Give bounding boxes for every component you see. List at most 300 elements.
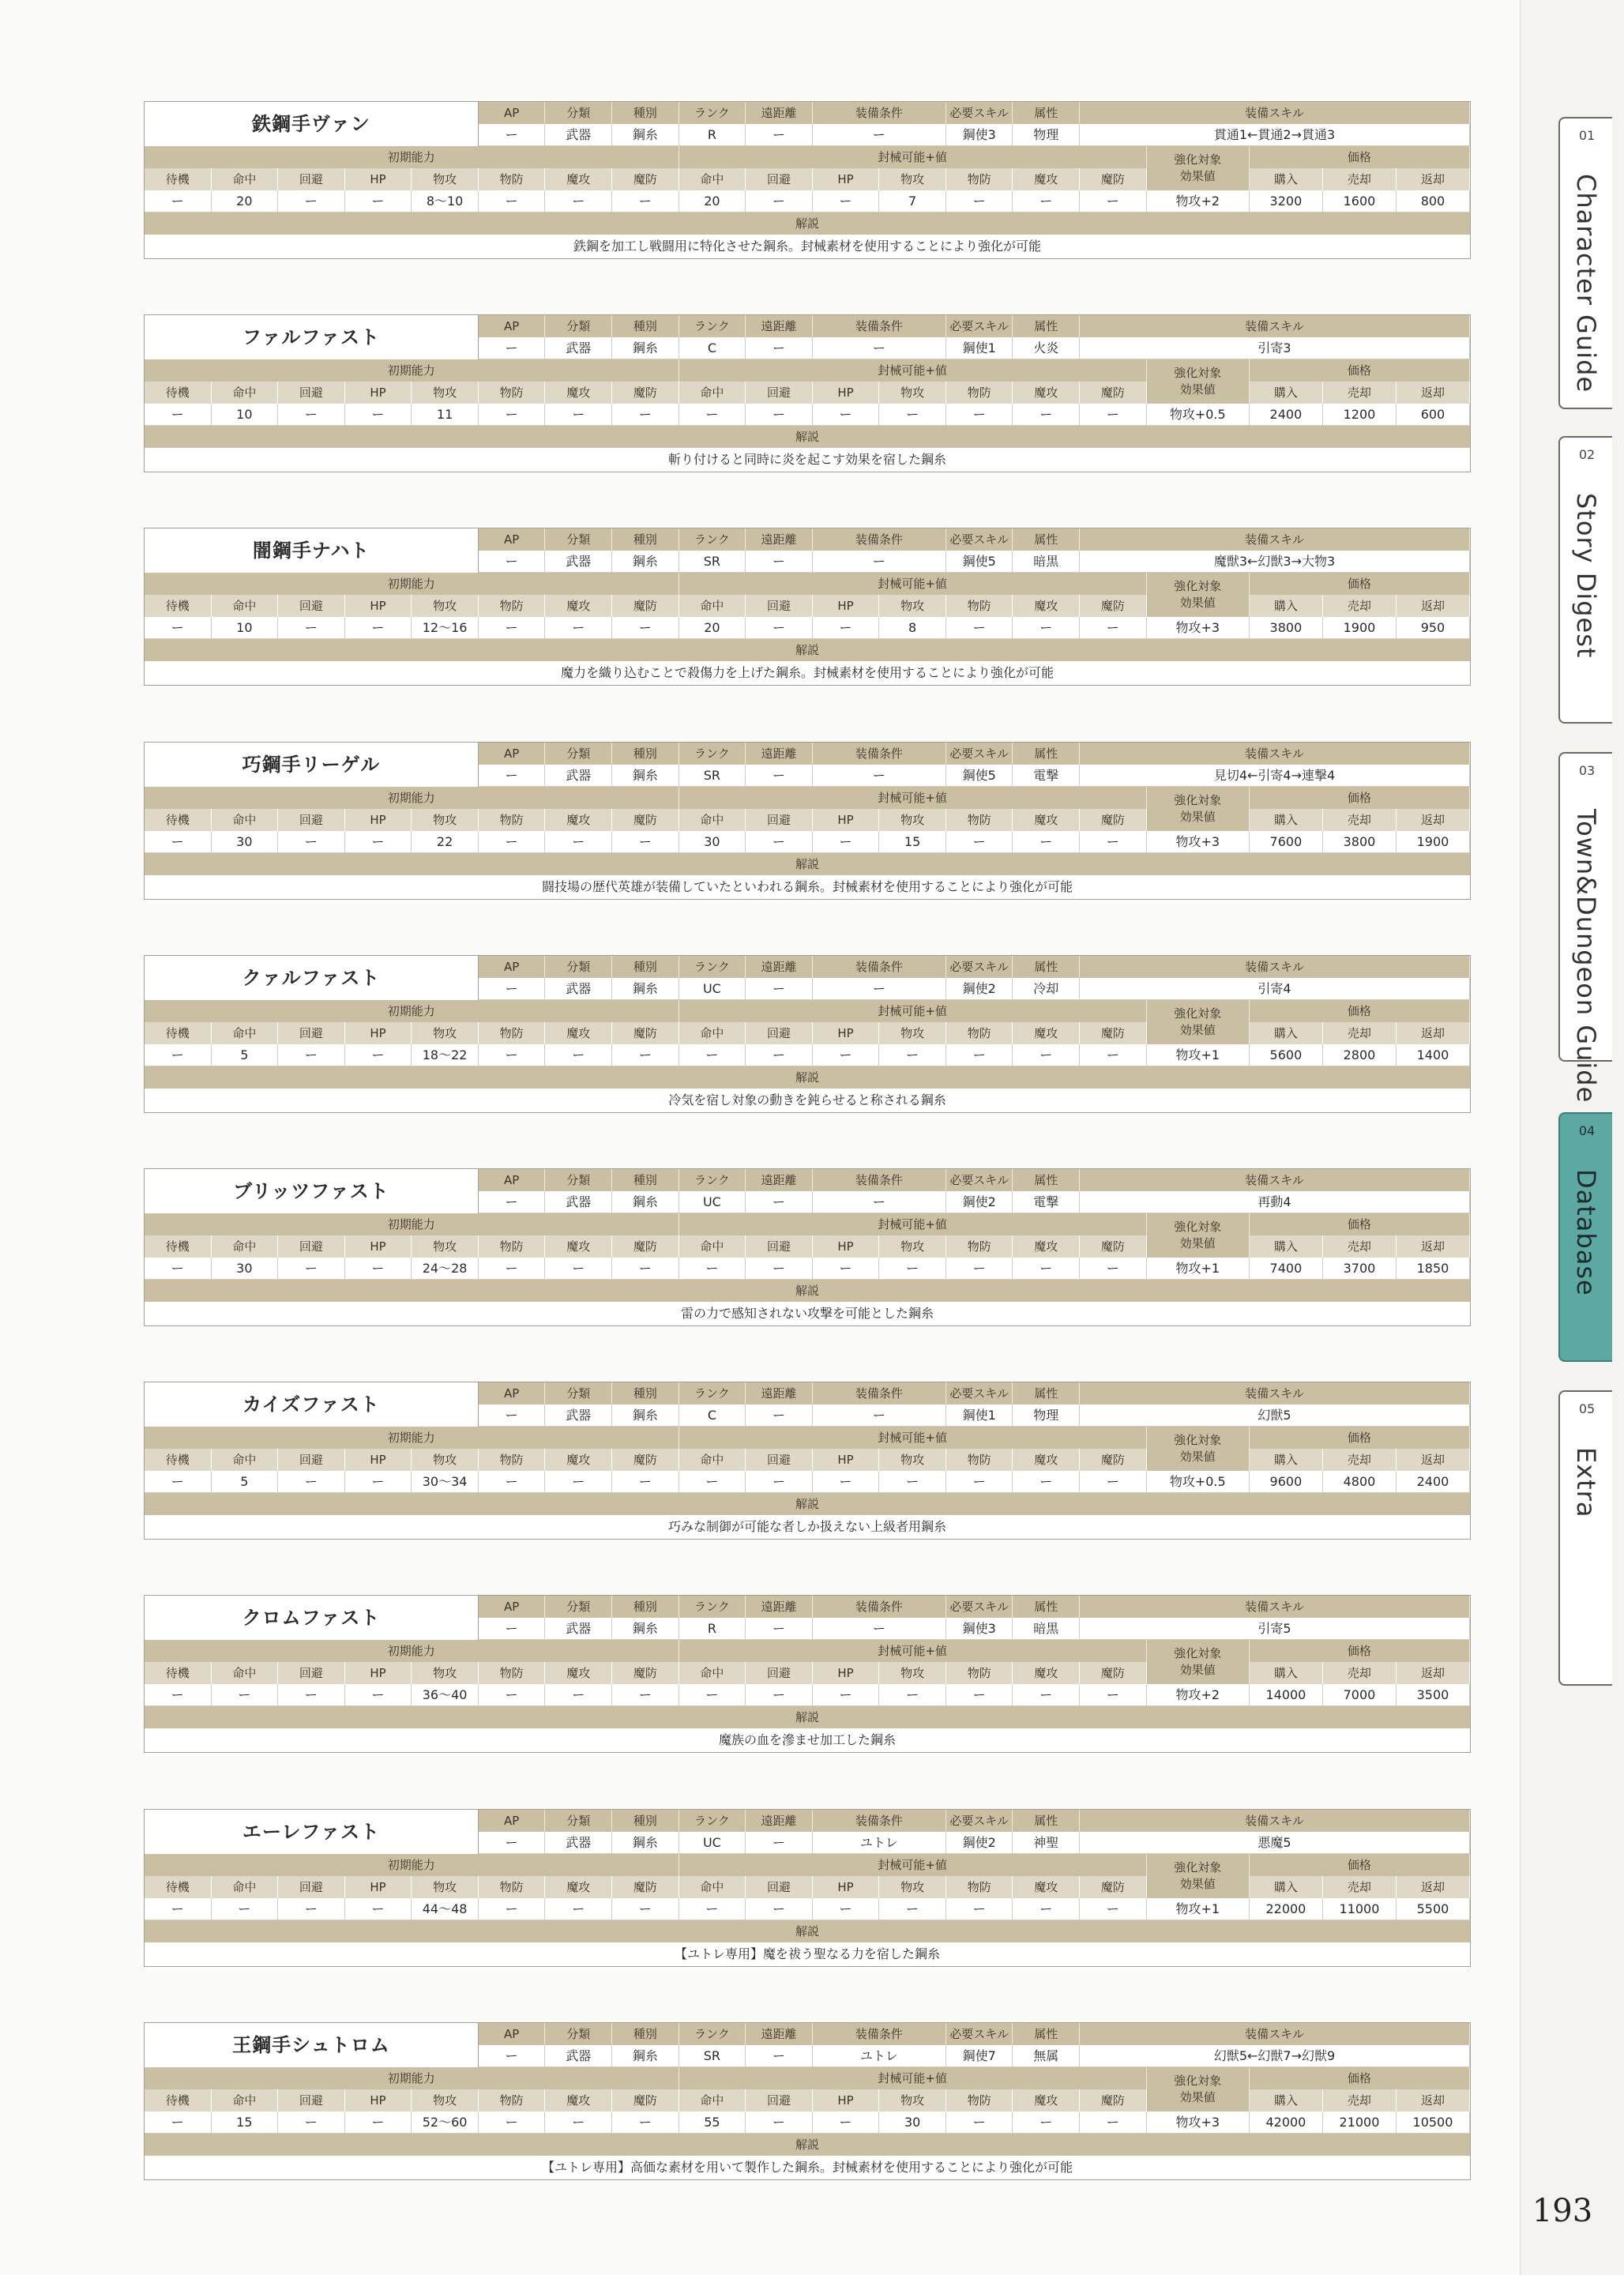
weapon-name: 闇鋼手ナハト [145,528,479,573]
stat-header: 回避 [746,1022,813,1044]
description-label: 解説 [145,1493,1470,1515]
stat-header: 魔防 [612,168,679,190]
stat-header: HP [345,1662,412,1684]
stat-header: 物防 [479,1022,546,1044]
stat-value: 11 [412,404,479,426]
attribute-value: 鋼使3 [946,124,1013,146]
attribute-value: 悪魔5 [1080,1832,1470,1854]
attribute-value: 鋼糸 [612,1618,679,1640]
stat-header: 物攻 [412,1022,479,1044]
tab-database[interactable] [1558,1112,1612,1362]
attribute-value: 武器 [545,2045,612,2067]
header-cell: AP [479,1169,546,1191]
weapon-name: エーレファスト [145,1810,479,1854]
stat-value: ー [479,190,546,212]
stat-value: 8 [879,617,946,639]
description-text: 【ユトレ専用】魔を祓う聖なる力を宿した鋼糸 [145,1942,1470,1966]
description-label: 解説 [145,1066,1470,1089]
stat-header: HP [813,1022,880,1044]
enhance-label-line: 強化対象 [1174,1219,1222,1234]
stat-value: ー [813,2111,880,2134]
enhance-value: 物攻+0.5 [1147,1471,1250,1493]
header-cell: 分類 [545,1169,612,1191]
price-header: 返却 [1397,2089,1470,2111]
stat-value: ー [278,1471,345,1493]
stat-value: ー [1080,1044,1147,1066]
price-value: 42000 [1250,2111,1323,2134]
stat-value: 30 [879,2111,946,2134]
stat-header: 物攻 [412,2089,479,2111]
header-cell: 装備スキル [1080,1382,1470,1404]
stat-header: 回避 [746,595,813,617]
stat-value: 5 [212,1471,279,1493]
stat-value: ー [813,1258,880,1280]
header-cell: 分類 [545,1382,612,1404]
price-label: 価格 [1250,2067,1470,2089]
seal-stats-label: 封械可能+値 [679,1854,1147,1876]
weapon-entry [144,1809,1471,1967]
tab-town-dungeon-guide[interactable] [1558,752,1612,1104]
enhance-label-line: 効果値 [1179,596,1216,611]
price-value: 1200 [1323,404,1397,426]
attribute-value: 引寄3 [1080,337,1470,359]
initial-stats-label: 初期能力 [145,1854,679,1876]
attribute-value: 鋼使7 [946,2045,1013,2067]
header-cell: 必要スキル [946,102,1013,124]
stat-value: ー [145,831,212,853]
price-header: 売却 [1323,168,1397,190]
description-text: 闘技場の歴代英雄が装備していたといわれる鋼糸。封械素材を使用することにより強化が可能 [145,875,1470,899]
stat-value: ー [746,2111,813,2134]
header-cell: 必要スキル [946,1596,1013,1618]
stat-value: ー [545,190,612,212]
header-cell: ランク [679,1169,746,1191]
stat-value: 20 [679,617,746,639]
attribute-value: 武器 [545,1618,612,1640]
stat-value: ー [746,1471,813,1493]
enhance-label-line: 強化対象 [1174,1433,1222,1448]
price-header: 返却 [1397,1662,1470,1684]
attribute-value: 武器 [545,124,612,146]
attribute-value: 武器 [545,1832,612,1854]
stat-value: ー [612,404,679,426]
stat-header: 物防 [946,1662,1013,1684]
attribute-value: ー [479,2045,546,2067]
stat-header: 魔攻 [545,1235,612,1258]
stat-header: 物攻 [412,382,479,404]
stat-header: 命中 [679,1235,746,1258]
stat-header: 物防 [479,382,546,404]
price-value: 950 [1397,617,1470,639]
stat-header: 命中 [212,1662,279,1684]
header-cell: 装備条件 [813,1810,946,1832]
stat-value: ー [145,1044,212,1066]
price-header: 購入 [1250,168,1323,190]
initial-stats-label: 初期能力 [145,1213,679,1235]
attribute-value: ー [479,337,546,359]
enhance-value: 物攻+2 [1147,190,1250,212]
initial-stats-label: 初期能力 [145,1427,679,1449]
stat-header: HP [345,1876,412,1898]
attribute-value: 鋼使2 [946,1832,1013,1854]
stat-header: 命中 [212,1022,279,1044]
stat-value: 30 [679,831,746,853]
price-header: 売却 [1323,2089,1397,2111]
header-cell: 必要スキル [946,2023,1013,2045]
weapon-table [145,2023,1470,2134]
stat-header: HP [345,1022,412,1044]
stat-value: ー [1080,831,1147,853]
header-cell: ランク [679,2023,746,2045]
stat-header: 物防 [479,1235,546,1258]
header-cell: 種別 [612,1596,679,1618]
stat-value: ー [479,1044,546,1066]
stat-value: ー [1080,2111,1147,2134]
stat-header: 魔攻 [545,382,612,404]
stat-value: ー [1013,1471,1080,1493]
price-value: 5500 [1397,1898,1470,1920]
attribute-value: 幻獣5←幻獣7→幻獣9 [1080,2045,1470,2067]
header-cell: 分類 [545,315,612,337]
header-cell: 遠距離 [746,528,813,551]
tab-number: 04 [1578,1123,1596,1138]
stat-header: 魔攻 [1013,1662,1080,1684]
stat-value: ー [479,2111,546,2134]
price-header: 購入 [1250,809,1323,831]
stat-header: 魔防 [1080,1022,1147,1044]
price-header: 購入 [1250,1022,1323,1044]
header-cell: 属性 [1013,1382,1080,1404]
stat-value: ー [278,1044,345,1066]
stat-header: 魔攻 [545,2089,612,2111]
stat-value: ー [479,404,546,426]
stat-value: ー [946,190,1013,212]
weapon-table [145,1382,1470,1493]
stat-value: ー [1080,1471,1147,1493]
enhance-value: 物攻+1 [1147,1044,1250,1066]
price-header: 返却 [1397,1022,1470,1044]
header-cell: 遠距離 [746,1382,813,1404]
stat-value: ー [1080,1898,1147,1920]
stat-header: 魔攻 [1013,168,1080,190]
price-header: 返却 [1397,382,1470,404]
enhance-label-line: 強化対象 [1174,152,1222,167]
price-value: 2800 [1323,1044,1397,1066]
stat-header: 魔攻 [545,168,612,190]
stat-header: HP [813,2089,880,2111]
weapon-table [145,1810,1470,1920]
stat-value: ー [679,1898,746,1920]
price-value: 3700 [1323,1258,1397,1280]
stat-value: 15 [879,831,946,853]
stat-header: 魔防 [1080,168,1147,190]
stat-header: 魔防 [612,1876,679,1898]
stat-value: 36～40 [412,1684,479,1706]
attribute-value: 鋼使1 [946,1404,1013,1427]
tab-number: 03 [1578,763,1596,778]
stat-value: ー [345,617,412,639]
header-cell: 種別 [612,315,679,337]
attribute-value: 鋼糸 [612,551,679,573]
header-cell: 分類 [545,956,612,978]
weapon-entry-list [144,101,1471,2236]
attribute-value: 再動4 [1080,1191,1470,1213]
stat-header: 命中 [679,1876,746,1898]
price-value: 11000 [1323,1898,1397,1920]
enhance-label-line: 強化対象 [1174,579,1222,594]
enhance-label-line: 効果値 [1179,2089,1216,2104]
header-cell: 遠距離 [746,2023,813,2045]
tab-number: 01 [1578,128,1596,143]
enhance-label [1147,146,1250,190]
stat-value: ー [345,1898,412,1920]
price-header: 購入 [1250,1662,1323,1684]
stat-header: 待機 [145,1235,212,1258]
stat-value: 15 [212,2111,279,2134]
stat-header: 物攻 [879,382,946,404]
price-label: 価格 [1250,1640,1470,1662]
stat-header: 命中 [212,809,279,831]
weapon-table [145,1169,1470,1280]
stat-value: ー [679,1684,746,1706]
stat-value: 52～60 [412,2111,479,2134]
enhance-value: 物攻+3 [1147,831,1250,853]
stat-header: HP [813,809,880,831]
stat-header: 魔攻 [1013,809,1080,831]
price-header: 返却 [1397,1235,1470,1258]
attribute-value: 幻獣5 [1080,1404,1470,1427]
stat-header: HP [345,809,412,831]
weapon-entry [144,2022,1471,2180]
stat-header: HP [813,1449,880,1471]
attribute-value: ー [479,1404,546,1427]
stat-header: 魔攻 [1013,595,1080,617]
weapon-table [145,315,1470,426]
stat-header: 物防 [946,1022,1013,1044]
header-cell: 装備条件 [813,315,946,337]
stat-header: 回避 [746,1235,813,1258]
header-cell: 装備条件 [813,102,946,124]
attribute-value: 武器 [545,978,612,1000]
stat-value: ー [813,1684,880,1706]
header-cell: AP [479,102,546,124]
initial-stats-label: 初期能力 [145,359,679,382]
attribute-value: 電撃 [1013,765,1080,787]
enhance-label-line: 効果値 [1179,1235,1216,1250]
stat-value: ー [879,1471,946,1493]
price-header: 売却 [1323,382,1397,404]
attribute-value: 貫通1←貫通2→貫通3 [1080,124,1470,146]
stat-value: ー [1013,1258,1080,1280]
header-cell: 必要スキル [946,1169,1013,1191]
enhance-label [1147,787,1250,831]
attribute-value: SR [679,2045,746,2067]
stat-header: 物攻 [879,1022,946,1044]
stat-header: 魔攻 [545,1449,612,1471]
header-cell: 装備条件 [813,1382,946,1404]
price-header: 売却 [1323,1449,1397,1471]
attribute-value: SR [679,551,746,573]
stat-header: 魔攻 [545,595,612,617]
stat-header: 物攻 [879,809,946,831]
stat-value: ー [212,1684,279,1706]
stat-value: ー [345,1684,412,1706]
stat-value: ー [1080,404,1147,426]
tab-number: 05 [1578,1401,1596,1416]
attribute-value: ー [746,1618,813,1640]
stat-header: 魔攻 [1013,1876,1080,1898]
stat-header: 回避 [278,1662,345,1684]
header-cell: ランク [679,743,746,765]
stat-value: ー [345,1258,412,1280]
stat-header: HP [345,2089,412,2111]
header-cell: 属性 [1013,2023,1080,2045]
stat-value: ー [612,831,679,853]
stat-value: 20 [212,190,279,212]
header-cell: 分類 [545,743,612,765]
stat-value: ー [813,1044,880,1066]
attribute-value: ー [813,124,946,146]
stat-header: 命中 [212,382,279,404]
stat-header: HP [345,1449,412,1471]
stat-value: 44～48 [412,1898,479,1920]
stat-header: 魔防 [612,1449,679,1471]
stat-value: ー [145,404,212,426]
stat-header: 物攻 [879,1449,946,1471]
header-cell: 遠距離 [746,1169,813,1191]
stat-value: ー [612,190,679,212]
initial-stats-label: 初期能力 [145,1640,679,1662]
stat-header: 魔攻 [545,1876,612,1898]
description-text: 魔力を織り込むことで殺傷力を上げた鋼糸。封械素材を使用することにより強化が可能 [145,661,1470,685]
stat-header: 魔攻 [1013,1022,1080,1044]
attribute-value: R [679,1618,746,1640]
price-value: 22000 [1250,1898,1323,1920]
stat-value: ー [1080,617,1147,639]
header-cell: 装備条件 [813,1169,946,1191]
price-header: 返却 [1397,809,1470,831]
stat-value: ー [1013,1044,1080,1066]
stat-header: 回避 [278,1235,345,1258]
stat-value: 7 [879,190,946,212]
stat-value: ー [813,1898,880,1920]
stat-header: 待機 [145,382,212,404]
tab-number: 02 [1578,447,1596,462]
stat-value: ー [278,1258,345,1280]
attribute-value: 鋼糸 [612,1832,679,1854]
tab-label: Database [1571,1169,1601,1296]
stat-value: ー [612,1258,679,1280]
stat-header: 魔防 [1080,1876,1147,1898]
header-cell: 装備条件 [813,956,946,978]
attribute-value: ー [479,1618,546,1640]
stat-value: ー [946,1898,1013,1920]
stat-header: 回避 [278,809,345,831]
attribute-value: 引寄4 [1080,978,1470,1000]
attribute-value: 引寄5 [1080,1618,1470,1640]
stat-value: ー [879,1258,946,1280]
stat-value: ー [278,2111,345,2134]
header-cell: AP [479,1382,546,1404]
header-cell: 種別 [612,743,679,765]
stat-value: ー [879,404,946,426]
stat-header: 回避 [278,168,345,190]
stat-header: 物防 [479,2089,546,2111]
stat-value: ー [1080,1684,1147,1706]
stat-header: 回避 [278,1876,345,1898]
stat-value: ー [278,617,345,639]
weapon-entry [144,1168,1471,1326]
enhance-value: 物攻+1 [1147,1258,1250,1280]
attribute-value: 武器 [545,1404,612,1427]
enhance-label [1147,1427,1250,1471]
enhance-value: 物攻+1 [1147,1898,1250,1920]
stat-header: 魔攻 [1013,1235,1080,1258]
attribute-value: ー [746,765,813,787]
price-value: 1900 [1323,617,1397,639]
tab-extra[interactable] [1558,1390,1612,1686]
price-value: 3500 [1397,1684,1470,1706]
description-label: 解説 [145,853,1470,875]
price-header: 返却 [1397,595,1470,617]
chapter-sidebar [1520,0,1624,2275]
header-cell: 種別 [612,2023,679,2045]
stat-header: 物防 [479,1876,546,1898]
tab-character-guide[interactable] [1558,117,1612,409]
attribute-value: 鋼糸 [612,1191,679,1213]
stat-value: ー [813,831,880,853]
stat-header: 命中 [679,382,746,404]
stat-header: 命中 [212,595,279,617]
enhance-label-line: 強化対象 [1174,366,1222,381]
initial-stats-label: 初期能力 [145,573,679,595]
seal-stats-label: 封械可能+値 [679,146,1147,168]
stat-value: ー [345,831,412,853]
price-header: 返却 [1397,1876,1470,1898]
weapon-name: ブリッツファスト [145,1169,479,1213]
weapon-table [145,956,1470,1066]
stat-header: 魔防 [1080,382,1147,404]
price-header: 返却 [1397,1449,1470,1471]
header-cell: 必要スキル [946,1382,1013,1404]
enhance-value: 物攻+2 [1147,1684,1250,1706]
price-value: 3800 [1323,831,1397,853]
enhance-value: 物攻+0.5 [1147,404,1250,426]
weapon-name: 巧鋼手リーゲル [145,743,479,787]
weapon-entry [144,742,1471,900]
header-cell: 種別 [612,102,679,124]
stat-value: 55 [679,2111,746,2134]
header-cell: AP [479,1596,546,1618]
attribute-value: UC [679,978,746,1000]
header-cell: 種別 [612,956,679,978]
header-cell: 装備条件 [813,2023,946,2045]
header-cell: 種別 [612,528,679,551]
attribute-value: 無属 [1013,2045,1080,2067]
stat-header: 物攻 [412,1235,479,1258]
header-cell: 種別 [612,1382,679,1404]
stat-value: ー [479,1471,546,1493]
tab-story-digest[interactable] [1558,436,1612,724]
enhance-label [1147,2067,1250,2111]
enhance-label-line: 強化対象 [1174,792,1222,807]
weapon-name: クァルファスト [145,956,479,1000]
attribute-value: R [679,124,746,146]
stat-value: 18～22 [412,1044,479,1066]
stat-header: 物防 [479,809,546,831]
header-cell: ランク [679,1810,746,1832]
weapon-entry [144,1595,1471,1753]
